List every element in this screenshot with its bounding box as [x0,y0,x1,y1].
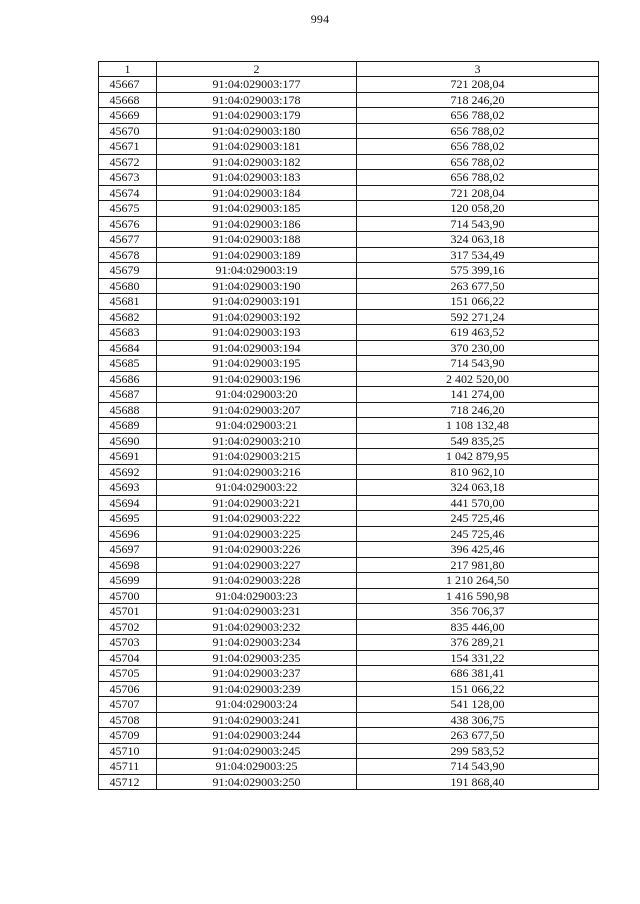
value-cell: 686 381,41 [357,666,599,682]
cadastral-number-cell: 91:04:029003:216 [157,464,357,480]
cadastral-number-cell: 91:04:029003:191 [157,294,357,310]
table-row [99,201,599,217]
value-cell: 324 063,18 [357,480,599,496]
cadastral-number-cell: 91:04:029003:226 [157,542,357,558]
table-row [99,511,599,527]
value-cell: 714 543,90 [357,216,599,232]
row-number-cell: 45673 [99,170,157,186]
cadastral-number-cell: 91:04:029003:245 [157,743,357,759]
table-row [99,573,599,589]
row-number-cell: 45708 [99,712,157,728]
row-number-cell: 45692 [99,464,157,480]
table-header-row [99,62,599,77]
table-row [99,154,599,170]
cadastral-number-cell: 91:04:029003:186 [157,216,357,232]
value-cell: 154 331,22 [357,650,599,666]
value-cell: 217 981,80 [357,557,599,573]
row-number-cell: 45695 [99,511,157,527]
cadastral-number-cell: 91:04:029003:232 [157,619,357,635]
row-number-cell: 45707 [99,697,157,713]
column-header-1: 1 [99,62,157,77]
cadastral-number-cell: 91:04:029003:180 [157,123,357,139]
cadastral-number-cell: 91:04:029003:190 [157,278,357,294]
value-cell: 656 788,02 [357,154,599,170]
cadastral-number-cell: 91:04:029003:20 [157,387,357,403]
cadastral-number-cell: 91:04:029003:192 [157,309,357,325]
value-cell: 714 543,90 [357,356,599,372]
table-row [99,759,599,775]
value-cell: 263 677,50 [357,278,599,294]
row-number-cell: 45693 [99,480,157,496]
table-row [99,170,599,186]
table-row [99,666,599,682]
table-row [99,697,599,713]
table-row [99,635,599,651]
value-cell: 324 063,18 [357,232,599,248]
cadastral-number-cell: 91:04:029003:244 [157,728,357,744]
row-number-cell: 45682 [99,309,157,325]
table-row [99,433,599,449]
row-number-cell: 45677 [99,232,157,248]
cadastral-number-cell: 91:04:029003:25 [157,759,357,775]
table-row [99,743,599,759]
table-row [99,604,599,620]
table-row [99,278,599,294]
table-row [99,247,599,263]
row-number-cell: 45709 [99,728,157,744]
row-number-cell: 45704 [99,650,157,666]
value-cell: 370 230,00 [357,340,599,356]
row-number-cell: 45667 [99,77,157,93]
table-row [99,263,599,279]
value-cell: 810 962,10 [357,464,599,480]
row-number-cell: 45680 [99,278,157,294]
table-row [99,123,599,139]
row-number-cell: 45685 [99,356,157,372]
value-cell: 151 066,22 [357,294,599,310]
row-number-cell: 45687 [99,387,157,403]
cadastral-number-cell: 91:04:029003:210 [157,433,357,449]
cadastral-number-cell: 91:04:029003:178 [157,92,357,108]
cadastral-number-cell: 91:04:029003:196 [157,371,357,387]
page-number: 994 [310,12,330,26]
table-row [99,526,599,542]
row-number-cell: 45710 [99,743,157,759]
cadastral-number-cell: 91:04:029003:189 [157,247,357,263]
cadastral-number-cell: 91:04:029003:194 [157,340,357,356]
value-cell: 721 208,04 [357,185,599,201]
row-number-cell: 45668 [99,92,157,108]
value-cell: 356 706,37 [357,604,599,620]
row-number-cell: 45681 [99,294,157,310]
cadastral-number-cell: 91:04:029003:177 [157,77,357,93]
table-row [99,309,599,325]
table-row [99,232,599,248]
value-cell: 549 835,25 [357,433,599,449]
cadastral-number-cell: 91:04:029003:225 [157,526,357,542]
cadastral-number-cell: 91:04:029003:237 [157,666,357,682]
value-cell: 245 725,46 [357,511,599,527]
value-cell: 263 677,50 [357,728,599,744]
value-cell: 656 788,02 [357,108,599,124]
value-cell: 575 399,16 [357,263,599,279]
value-cell: 1 416 590,98 [357,588,599,604]
table-row [99,325,599,341]
data-table-container [98,61,598,790]
cadastral-number-cell: 91:04:029003:235 [157,650,357,666]
row-number-cell: 45684 [99,340,157,356]
table-row [99,619,599,635]
cadastral-number-cell: 91:04:029003:241 [157,712,357,728]
row-number-cell: 45702 [99,619,157,635]
cadastral-number-cell: 91:04:029003:181 [157,139,357,155]
row-number-cell: 45679 [99,263,157,279]
row-number-cell: 45705 [99,666,157,682]
cadastral-number-cell: 91:04:029003:19 [157,263,357,279]
table-row [99,92,599,108]
cadastral-number-cell: 91:04:029003:193 [157,325,357,341]
table-row [99,371,599,387]
cadastral-number-cell: 91:04:029003:179 [157,108,357,124]
table-row [99,387,599,403]
table-row [99,480,599,496]
value-cell: 714 543,90 [357,759,599,775]
value-cell: 1 042 879,95 [357,449,599,465]
cadastral-number-cell: 91:04:029003:234 [157,635,357,651]
row-number-cell: 45671 [99,139,157,155]
cadastral-number-cell: 91:04:029003:207 [157,402,357,418]
value-cell: 299 583,52 [357,743,599,759]
table-row [99,557,599,573]
value-cell: 718 246,20 [357,402,599,418]
table-row [99,185,599,201]
cadastral-number-cell: 91:04:029003:227 [157,557,357,573]
row-number-cell: 45706 [99,681,157,697]
value-cell: 592 271,24 [357,309,599,325]
row-number-cell: 45669 [99,108,157,124]
row-number-cell: 45686 [99,371,157,387]
row-number-cell: 45690 [99,433,157,449]
table-row [99,356,599,372]
table-row [99,294,599,310]
row-number-cell: 45688 [99,402,157,418]
table-row [99,108,599,124]
value-cell: 656 788,02 [357,139,599,155]
row-number-cell: 45701 [99,604,157,620]
value-cell: 1 108 132,48 [357,418,599,434]
value-cell: 835 446,00 [357,619,599,635]
cadastral-number-cell: 91:04:029003:22 [157,480,357,496]
column-header-3: 3 [357,62,599,77]
value-cell: 656 788,02 [357,170,599,186]
row-number-cell: 45676 [99,216,157,232]
cadastral-number-cell: 91:04:029003:228 [157,573,357,589]
cadastral-number-cell: 91:04:029003:24 [157,697,357,713]
table-row [99,681,599,697]
cadastral-number-cell: 91:04:029003:182 [157,154,357,170]
cadastral-number-cell: 91:04:029003:184 [157,185,357,201]
table-row [99,139,599,155]
row-number-cell: 45694 [99,495,157,511]
value-cell: 541 128,00 [357,697,599,713]
value-cell: 656 788,02 [357,123,599,139]
value-cell: 376 289,21 [357,635,599,651]
table-row [99,464,599,480]
cadastral-number-cell: 91:04:029003:183 [157,170,357,186]
row-number-cell: 45683 [99,325,157,341]
cadastral-number-cell: 91:04:029003:250 [157,774,357,790]
value-cell: 141 274,00 [357,387,599,403]
row-number-cell: 45696 [99,526,157,542]
row-number-cell: 45670 [99,123,157,139]
value-cell: 1 210 264,50 [357,573,599,589]
row-number-cell: 45672 [99,154,157,170]
table-row [99,340,599,356]
row-number-cell: 45703 [99,635,157,651]
value-cell: 718 246,20 [357,92,599,108]
cadastral-number-cell: 91:04:029003:185 [157,201,357,217]
row-number-cell: 45700 [99,588,157,604]
value-cell: 2 402 520,00 [357,371,599,387]
cadastral-number-cell: 91:04:029003:195 [157,356,357,372]
row-number-cell: 45689 [99,418,157,434]
row-number-cell: 45712 [99,774,157,790]
table-row [99,774,599,790]
row-number-cell: 45697 [99,542,157,558]
row-number-cell: 45691 [99,449,157,465]
row-number-cell: 45699 [99,573,157,589]
row-number-cell: 45675 [99,201,157,217]
value-cell: 317 534,49 [357,247,599,263]
table-row [99,728,599,744]
cadastral-number-cell: 91:04:029003:231 [157,604,357,620]
cadastral-number-cell: 91:04:029003:188 [157,232,357,248]
value-cell: 396 425,46 [357,542,599,558]
cadastral-number-cell: 91:04:029003:239 [157,681,357,697]
table-row [99,77,599,93]
cadastral-number-cell: 91:04:029003:222 [157,511,357,527]
column-header-2: 2 [157,62,357,77]
value-cell: 619 463,52 [357,325,599,341]
cadastral-number-cell: 91:04:029003:21 [157,418,357,434]
value-cell: 245 725,46 [357,526,599,542]
table-row [99,495,599,511]
value-cell: 441 570,00 [357,495,599,511]
table-row [99,712,599,728]
table-row [99,542,599,558]
table-row [99,418,599,434]
value-cell: 721 208,04 [357,77,599,93]
row-number-cell: 45711 [99,759,157,775]
table-row [99,650,599,666]
cadastral-number-cell: 91:04:029003:221 [157,495,357,511]
cadastral-number-cell: 91:04:029003:23 [157,588,357,604]
table-row [99,588,599,604]
row-number-cell: 45698 [99,557,157,573]
value-cell: 191 868,40 [357,774,599,790]
table-body [99,77,599,790]
row-number-cell: 45678 [99,247,157,263]
cadastral-number-cell: 91:04:029003:215 [157,449,357,465]
value-cell: 151 066,22 [357,681,599,697]
value-cell: 438 306,75 [357,712,599,728]
row-number-cell: 45674 [99,185,157,201]
value-cell: 120 058,20 [357,201,599,217]
table-row [99,216,599,232]
table-row [99,402,599,418]
table-row [99,449,599,465]
data-table [98,61,599,790]
